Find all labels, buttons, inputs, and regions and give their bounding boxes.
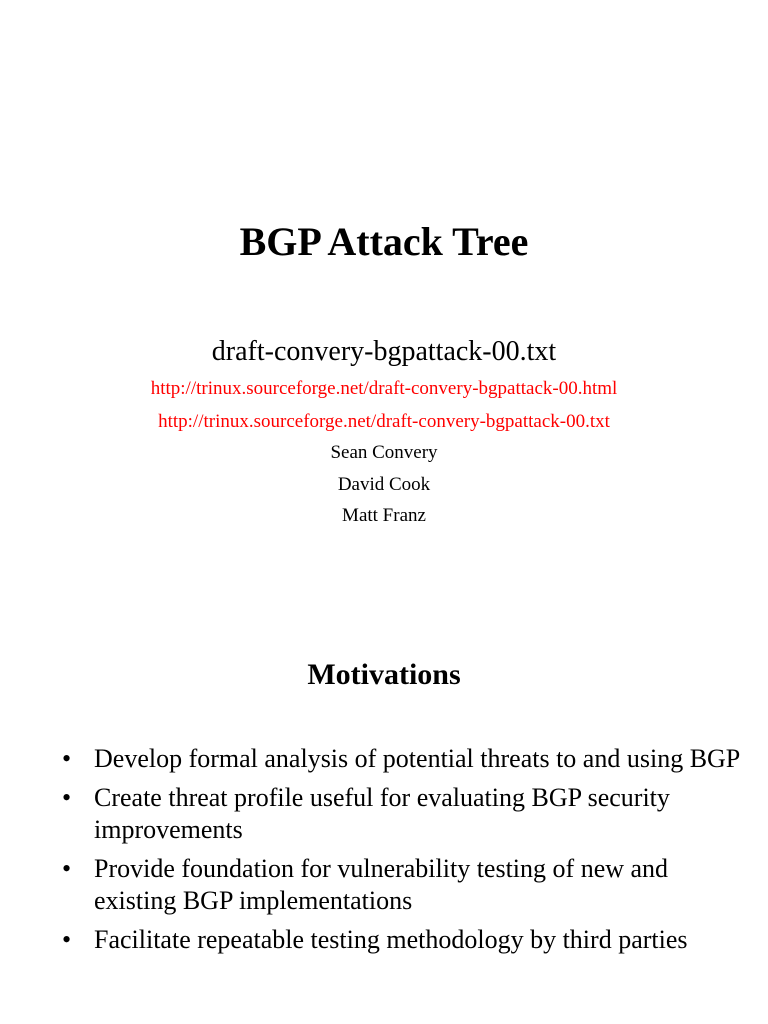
list-item: [62, 853, 742, 917]
bullet-list: [62, 743, 742, 963]
list-item: [62, 782, 742, 846]
bullet-icon: •: [62, 783, 72, 812]
draft-html-link[interactable]: http://trinux.sourceforge.net/draft-convery-bgpattack-00.html: [150, 378, 618, 399]
bullet-text: Create threat profile useful for evaluating BGP security improvements: [94, 783, 670, 844]
section-title: Motivations: [307, 658, 461, 691]
author-name: Matt Franz: [342, 505, 426, 526]
list-item: [62, 924, 742, 956]
page-title: BGP Attack Tree: [239, 219, 529, 264]
draft-txt-link[interactable]: http://trinux.sourceforge.net/draft-convery-bgpattack-00.txt: [158, 411, 610, 432]
draft-subtitle: draft-convery-bgpattack-00.txt: [211, 336, 557, 367]
bullet-icon: •: [62, 744, 72, 773]
bullet-text: Develop formal analysis of potential threats to and using BGP: [94, 744, 741, 773]
bullet-icon: •: [62, 925, 72, 954]
bullet-text: Provide foundation for vulnerability testing of new and existing BGP implementations: [94, 854, 669, 915]
author-name: Sean Convery: [330, 442, 438, 463]
bullet-icon: •: [62, 854, 72, 883]
list-item: [62, 743, 742, 775]
bullet-text: Facilitate repeatable testing methodology by third parties: [94, 925, 688, 954]
author-name: David Cook: [337, 474, 431, 495]
